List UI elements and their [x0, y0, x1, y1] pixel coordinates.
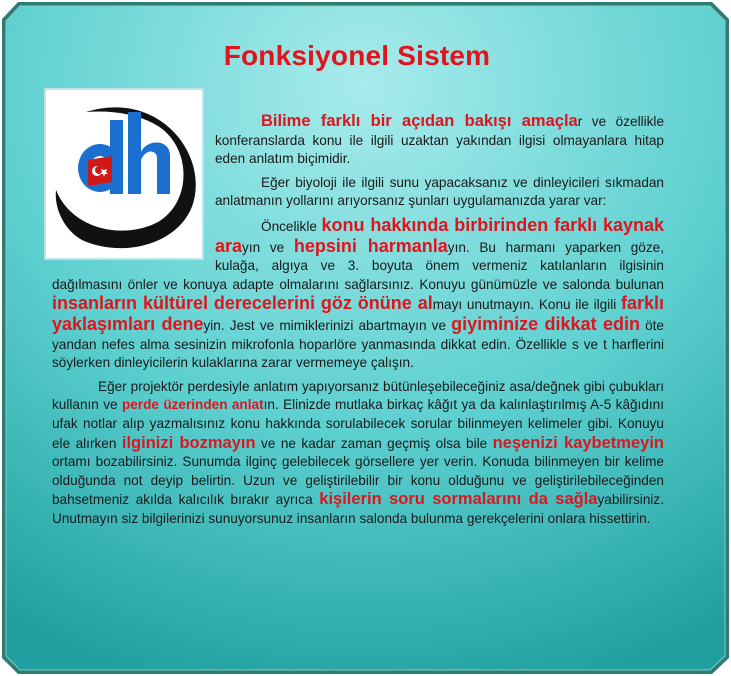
highlight-text: konu hakkında birbirinden farklı kaynak ara [215, 214, 664, 256]
highlight-text: insanların kültürel derecelerini göz önüne al [52, 293, 433, 314]
paragraph-projector [52, 378, 664, 529]
highlight-text: perde üzerinden anlat [121, 397, 264, 413]
paragraph-text: yabilirsiniz. Unutmayın siz bilgilerinizi sunuyorsunuz insanların salonda bulunma gerekçelerini onlara hissettirin. [52, 492, 664, 526]
paragraph-text: Öncelikle [261, 218, 322, 234]
highlight-text: ilginizi bozmayın [121, 433, 256, 452]
paragraph-text: öte yandan nefes alma sesinizin mikrofonla hoparlöre yanmasında dikkat edin. Özellikle s ve t harflerini söylerken dinleyicilerin kulaklarına zarar vermemeye çalışın. [52, 317, 664, 371]
body-text [52, 112, 664, 533]
paragraph-text: ın. Elinizde mutlaka birkaç kâğıt ya da kalınlaştırılmış A-5 kâğıdını ufak notlar alıp yazmalısınız konu hakkında sorulabilecek sorular bilinmeyen kelimeler gibi. Konuyu ele alırken [52, 397, 665, 451]
paragraph-text: yın ve [242, 239, 294, 255]
page-title: Fonksiyonel Sistem [223, 40, 491, 71]
paragraph-text: Eğer biyoloji ile ilgili sunu yapacaksanız ve dinleyicileri sıkmadan anlatmanın yollarını arıyorsanız şunları uygulamanızda yarar var: [215, 174, 664, 209]
paragraph-text: ortamı bozabilirsiniz. Sunumda ilginç gelebilecek görsellere yer verin. Konuda bilinmeyen bir kelime olduğunda not deyip belirtin. Uzun ve geliştirilebilir bir konu olduğunu ve geliştirilebileceğinden bahsetmeniz akılda kalıcılık bırakır ayrıca [52, 454, 664, 508]
paragraph-text: ve ne kadar zaman geçmiş olsa bile [255, 435, 493, 451]
highlight-text: Bilime farklı bir açıdan bakışı amaçla [261, 112, 578, 130]
paragraph-text: yın. Bu harmanı yaparken göze, kulağa, algıya ve 3. boyuta önem vermeniz katılanların ilgisinin dağılmasını önler ve konuya adapte olmalarını sağlarsınız. Konuyu günümüzle ve salonda bulunan [52, 239, 664, 292]
highlight-text: giyiminize dikkat edin [451, 313, 640, 334]
highlight-text: neşenizi kaybetmeyin [492, 433, 664, 452]
paragraph-text: mayı unutmayın. Konu ile ilgili [432, 297, 621, 313]
highlight-text: farklı yaklaşımları dene [52, 293, 665, 334]
paragraph-text: r ve özellikle konferanslarda konu ile ilgili uzaktan yakından ilgisi olmayanlara hitap eden anlatım biçimidir. [215, 114, 665, 167]
highlight-text: hepsini harmanla [293, 235, 448, 256]
paragraph-text: yin. Jest ve mimiklerinizi abartmayın ve [203, 317, 452, 333]
highlight-text: kişilerin soru sormalarını da sağla [319, 490, 598, 509]
paragraph-text: Eğer projektör perdesiyle anlatım yapıyorsanız bütünleşebileceğiniz asa/değnek gibi çubukları kullanın ve [52, 378, 664, 413]
